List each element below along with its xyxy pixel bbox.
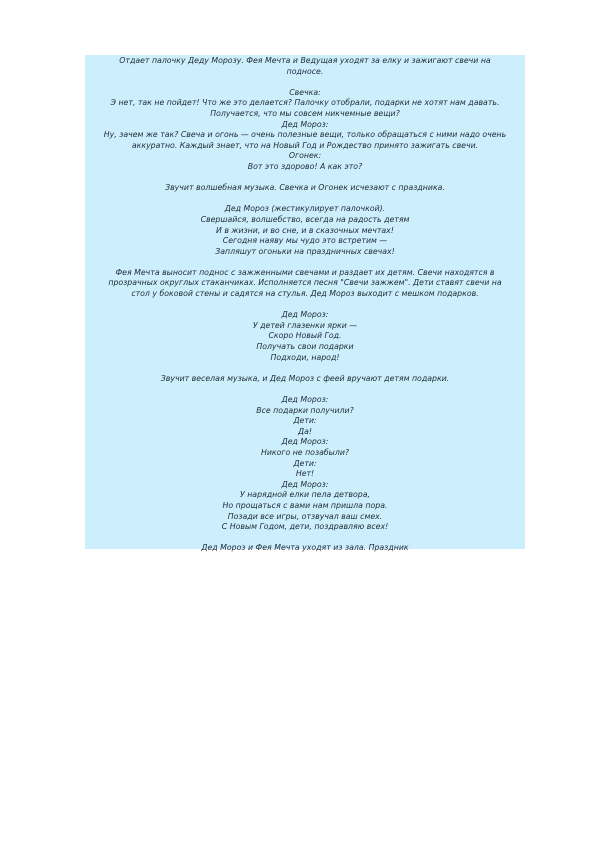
blank-line [85,173,525,184]
blank-line [85,257,525,268]
text-line: Свершайся, волшебство, всегда на радость детям [200,214,410,224]
text-line: Звучит волшебная музыка. Свечка и Огонек исчезают с праздника. [165,183,445,193]
text-line: Но прощаться с вами нам пришла пора. [222,500,388,510]
text-line: Дед Мороз: [281,395,329,404]
blank-line [85,77,525,88]
text-line: С Новым Годом, дети, поздравляю всех! [221,522,389,532]
text-line: Дети: [293,458,317,468]
text-line: Дед Мороз: [281,119,329,129]
text-line: Ну, зачем же так? Свеча и огонь — очень полезные вещи, только обращаться с ними надо очень [103,130,507,140]
text-line: Дед Мороз: [281,310,329,320]
text-line: Дед Мороз: [281,479,329,489]
text-line: прозрачных округлых стаканчиках. Исполняется песня "Свечи зажжем". Дети ставят свечи на [108,278,502,288]
text-line: И в жизни, и во сне, и в сказочных мечтах! [216,225,394,235]
text-line: Э нет, так не пойдет! Что же это делается? Палочку отобрали, подарки не хотят нам давать. [110,98,500,108]
text-line: Да! [298,426,312,436]
text-line: Дед Мороз: [281,437,329,447]
text-line: Позади все игры, отзвучал ваш смех. [227,511,383,521]
text-line: У детей глазенки ярки — [252,320,358,330]
text-line: Фея Мечта выносит поднос с зажженными свечами и раздает их детям. Свечи находятся в [115,267,495,277]
text-line: Получается, что мы совсем никчемные вещи? [210,108,400,118]
blank-line [85,363,525,374]
text-line: Подходи, народ! [270,352,340,362]
text-line: аккуратно. Каждый знает, что на Новый Год и Рождество принято зажигать свечи. [131,140,479,150]
text-line: Звучит веселая музыка, и Дед Мороз с феей вручают детям подарки. [160,373,450,383]
text-line: Отдает палочку Деду Морозу. Фея Мечта и Ведущая уходят за елку и зажигают свечи на [119,56,491,65]
text-line: Дети: [293,416,317,426]
script-text-block [85,55,525,553]
text-line: Вот это здорово! А как это? [247,161,363,171]
text-line: У нарядной елки пела детвора, [239,490,371,500]
text-line: Свечка: [289,87,321,97]
text-line: Получать свои подарки [256,342,354,352]
blank-line [85,194,525,205]
text-line: Дед Мороз (жестикулирует палочкой). [224,204,386,214]
text-line: стол у боковой стены и садятся на стулья. Дед Мороз выходит с мешком подарков. [131,289,479,299]
text-line: Сегодня наяву мы чудо это встретим — [222,236,388,246]
blank-line [85,533,525,544]
text-line: Никого не позабыли? [260,447,350,457]
blank-line [85,384,525,395]
text-line: Скоро Новый Год. [268,331,342,341]
text-line: Запляшут огоньки на праздничных свечах! [215,246,395,256]
text-line: Нет! [295,469,315,479]
text-line: Огонек: [288,151,322,161]
text-line: Дед Мороз и Фея Мечта уходят из зала. Праздник [201,543,409,553]
blank-line [85,300,525,311]
text-line: подносе. [286,66,324,76]
text-line: Все подарки получили? [256,405,354,415]
